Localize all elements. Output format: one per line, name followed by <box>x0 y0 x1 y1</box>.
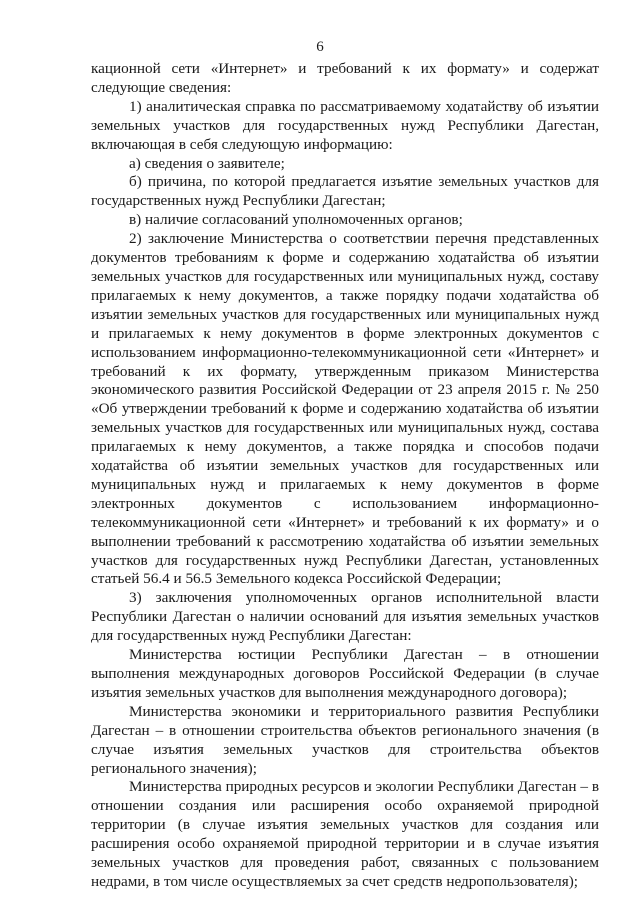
paragraph-subitem-b: б) причина, по которой предлагается изъятие земельных участков для государственных нужд Республики Дагестан; <box>91 173 599 210</box>
paragraph-ministry-economy: Министерства экономики и территориального развития Республики Дагестан – в отношении строительства объектов регионального значения (в случае изъятия земельных участков для строительства объектов регионального значения); <box>91 702 599 777</box>
paragraph-item-1: 1) аналитическая справка по рассматриваемому ходатайству об изъятии земельных участков для государственных нужд Республики Дагестан, включающая в себя следующую информацию: <box>91 97 599 153</box>
paragraph-continuation: кационной сети «Интернет» и требований к их формату» и содержат следующие сведения: <box>91 60 599 96</box>
paragraph-subitem-a: а) сведения о заявителе; <box>129 154 285 172</box>
paragraph-item-3: 3) заключения уполномоченных органов исполнительной власти Республики Дагестан о наличии оснований для изъятия земельных участков для государственных нужд Республики Дагестан: <box>91 589 599 645</box>
document-body <box>91 60 599 892</box>
paragraph-item-2: 2) заключение Министерства о соответствии перечня представленных документов требованиям к форме и содержанию ходатайства об изъятии земельных участков для государственных или муниципальных нужд, составу прилагаемых к нему документов, а также порядку подачи ходатайства об изъятии земельных участков для государственных или муниципальных нужд и прилагаемых к нему документов в форме электронных документов с использованием информационно-телекоммуникационной сети «Интернет» и требований к их формату, утвержденным приказом Министерства экономического развития Российской Федерации от 23 апреля 2015 г. № 250 «Об утверждении требований к форме и содержанию ходатайства об изъятии земельных участков для государственных или муниципальных нужд, состава прилагаемых к нему документов, а также порядка и способов подачи ходатайства об изъятии земельных участков для государственных или муниципальных нужд и прилагаемых к нему документов в форме электронных документов с использованием информационно-телекоммуникационной сети «Интернет» и требований к их формату» и о выполнении требований к рассмотрению ходатайства об изъятии земельных участков для государственных нужд Республики Дагестан, установленных статьей 56.4 и 56.5 Земельного кодекса Российской Федерации; <box>91 230 599 588</box>
paragraph-ministry-nature: Министерства природных ресурсов и экологии Республики Дагестан – в отношении создания или расширения особо охраняемой природной территории (в случае изъятия земельных участков для создания или расширения особо охраняемой природной территории и в случае изъятия земельных участков для проведения работ, связанных с пользованием недрами, в том числе осуществляемых за счет средств недропользователя); <box>91 778 599 890</box>
paragraph-subitem-c: в) наличие согласований уполномоченных органов; <box>129 211 463 229</box>
paragraph-ministry-justice: Министерства юстиции Республики Дагестан – в отношении выполнения международных договоров Российской Федерации (в случае изъятия земельных участков для выполнения международного договора); <box>91 646 599 701</box>
page-number: 6 <box>316 39 324 55</box>
